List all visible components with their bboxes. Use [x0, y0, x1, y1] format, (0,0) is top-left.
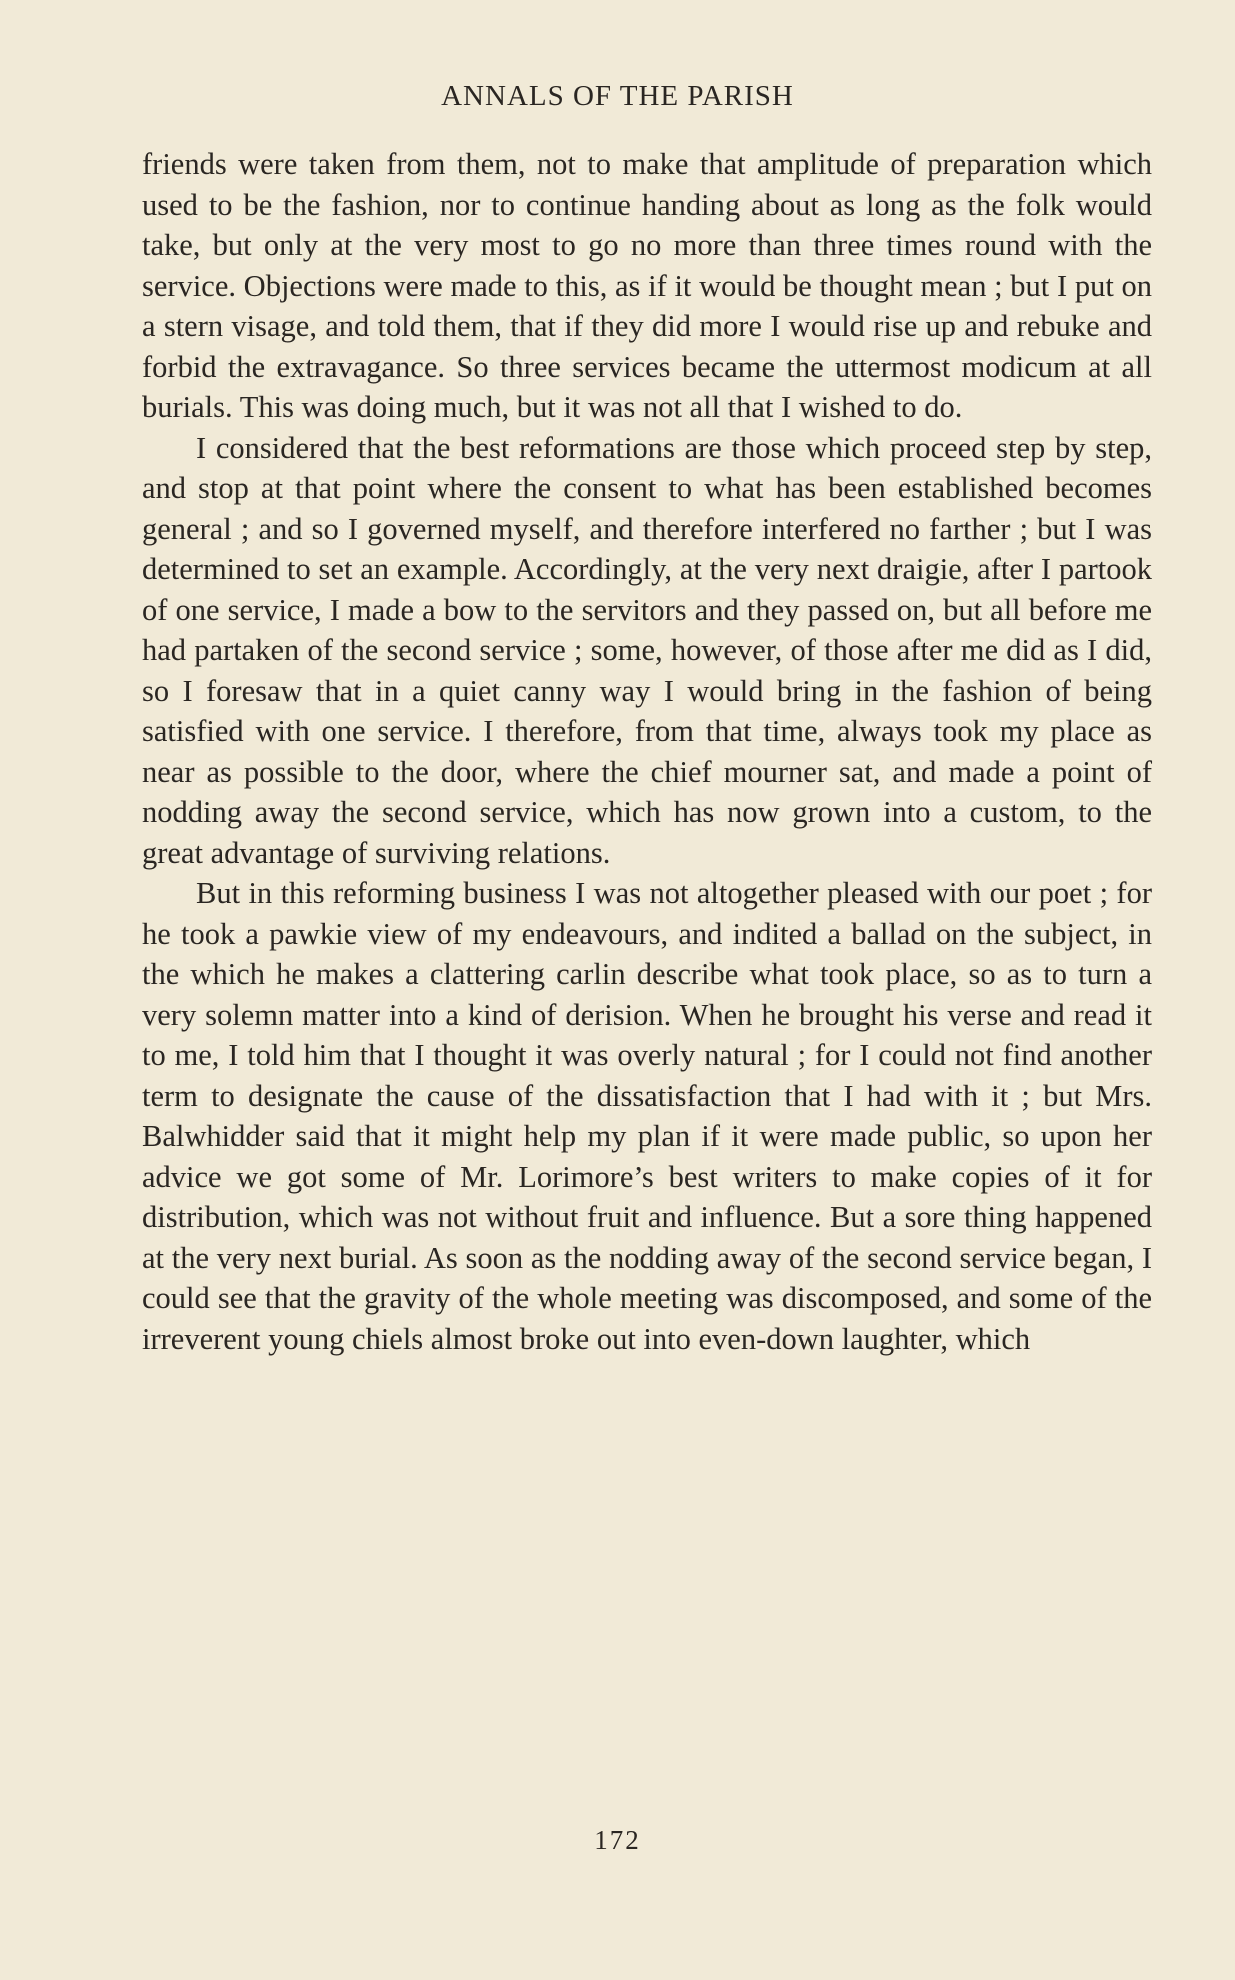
page-number: 172 — [594, 1825, 641, 1855]
paragraph-continued: friends were taken from them, not to make that amplitude of preparation which used to be the fashion, nor to continue handing about as long as the folk would take, but only at the very most to go no more than three times round with the service. Objections were made to this, as if it would be thought mean ; but I put on a stern visage, and told them, that if they did more I would rise up and rebuke and forbid the extravagance. So three services became the uttermost modicum at all burials. This was doing much, but it was not all that I wished to do. — [142, 147, 1152, 424]
running-head: ANNALS OF THE PARISH — [441, 80, 794, 112]
body-text — [142, 144, 1152, 1359]
paragraph: I considered that the best reformations are those which proceed step by step, and stop at that point where the consent to what has been established becomes general ; and so I governed myself, and therefore interfered no farther ; but I was determined to set an example. Accordingly, at the very next draigie, after I partook of one service, I made a bow to the servitors and they passed on, but all before me had partaken of the second service ; some, however, of those after me did as I did, so I foresaw that in a quiet canny way I would bring in the fashion of being satisfied with one service. I therefore, from that time, always took my place as near as possible to the door, where the chief mourner sat, and made a point of nodding away the second service, which has now grown into a custom, to the great advantage of surviving relations. — [142, 430, 1152, 870]
paragraph: But in this reforming business I was not altogether pleased with our poet ; for he took a pawkie view of my endeavours, and indited a ballad on the subject, in the which he makes a clattering carlin describe what took place, so as to turn a very solemn matter into a kind of derision. When he brought his verse and read it to me, I told him that I thought it was overly natural ; for I could not find another term to designate the cause of the dissatisfaction that I had with it ; but Mrs. Balwhidder said that it might help my plan if it were made public, so upon her advice we got some of Mr. Lorimore’s best writers to make copies of it for distribution, which was not without fruit and influence. But a sore thing happened at the very next burial. As soon as the nodding away of the second service began, I could see that the gravity of the whole meeting was discomposed, and some of the irreverent young chiels almost broke out into even-down laughter, which — [142, 876, 1152, 1356]
